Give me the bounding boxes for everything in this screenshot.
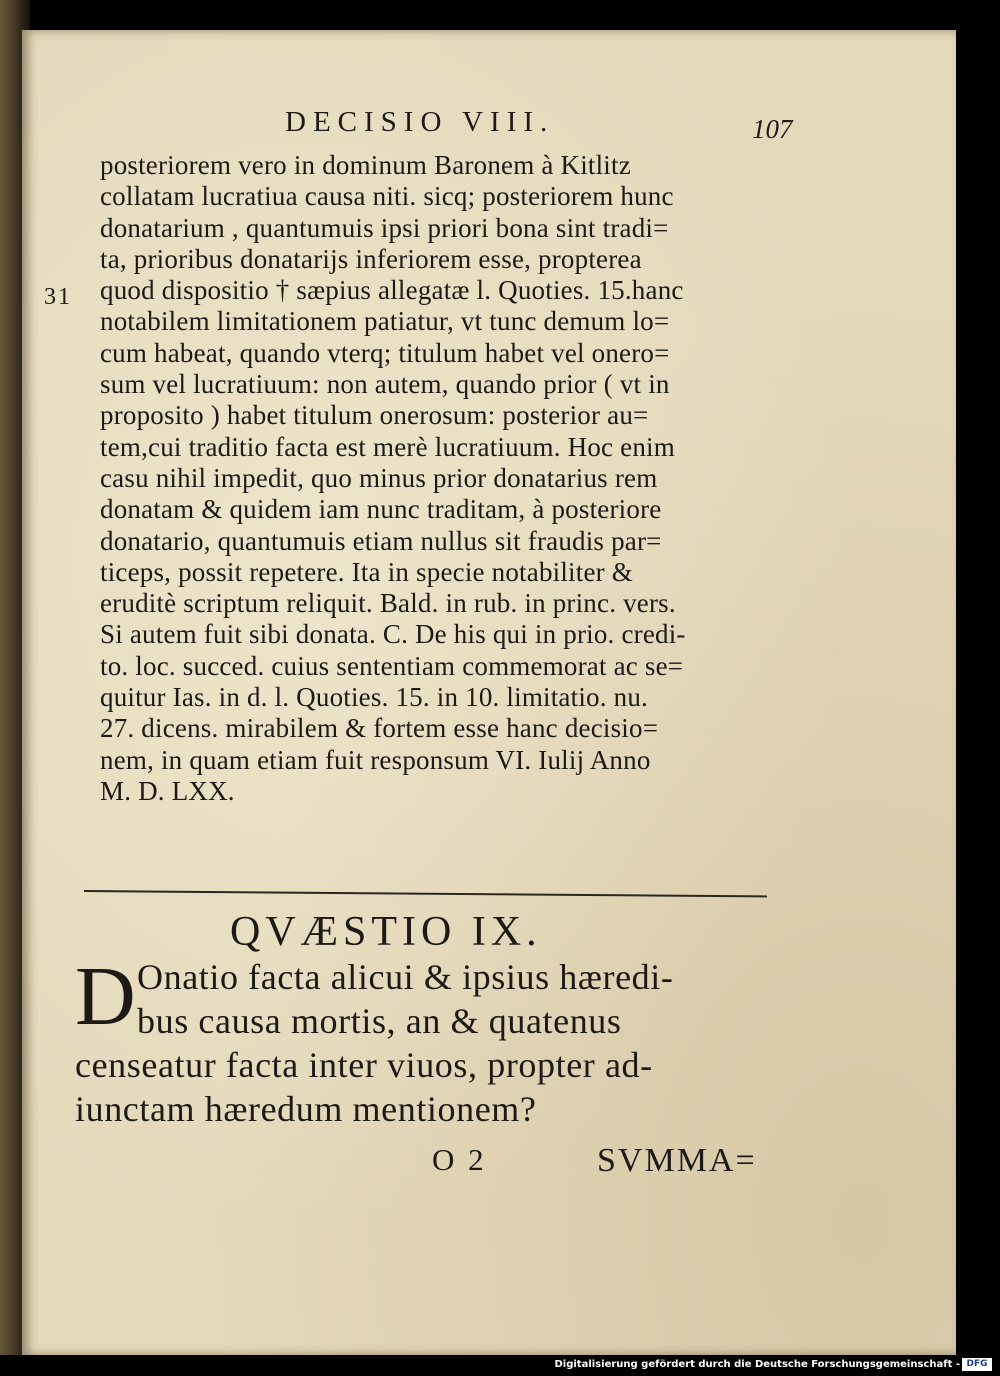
text-line: M. D. LXX. xyxy=(100,775,235,806)
text-line: ticeps, possit repetere. Ita in specie notabiliter & xyxy=(100,556,633,587)
text-line: sum vel lucratiuum: non autem, quando prior ( vt in xyxy=(100,369,670,400)
funding-credit: Digitalisierung gefördert durch die Deutsche Forschungsgemeinschaft - xyxy=(554,1359,960,1370)
body-text xyxy=(100,150,800,807)
text-line: tem,cui traditio facta est merè lucratiuum. Hoc enim xyxy=(100,431,675,462)
text-line: notabilem limitationem patiatur, vt tunc demum lo= xyxy=(100,306,670,337)
text-line: donatario, quantumuis etiam nullus sit fraudis par= xyxy=(100,525,662,556)
text-line: casu nihil impedit, quo minus prior donatarius rem xyxy=(100,462,658,493)
catchword: SVMMA= xyxy=(597,1142,757,1179)
text-line: donatam & quidem iam nunc traditam, à posteriore xyxy=(100,494,662,525)
text-line: Si autem fuit sibi donata. C. De his qui in prio. credi- xyxy=(100,619,686,650)
text-line: to. loc. succed. cuius sententiam commemorat ac se= xyxy=(100,650,684,681)
text-line: nem, in quam etiam fuit responsum VI. Iulij Anno xyxy=(100,744,651,775)
text-line: collatam lucratiua causa niti. sicq; posteriorem hunc xyxy=(100,181,674,212)
question-line: iunctam hæredum mentionem? xyxy=(75,1089,537,1129)
text-line: posteriorem vero in dominum Baronem à Kitlitz xyxy=(100,150,631,180)
question-text xyxy=(75,950,795,1131)
signature-mark: O 2 xyxy=(432,1142,487,1177)
text-line: proposito ) habet titulum onerosum: posterior au= xyxy=(100,400,649,431)
drop-cap: D xyxy=(75,950,136,1043)
question-heading: QVÆSTIO IX. xyxy=(230,909,542,955)
question-line: bus causa mortis, an & quatenus xyxy=(137,1001,622,1041)
text-line: eruditè scriptum reliquit. Bald. in rub. in princ. vers. xyxy=(100,588,676,619)
running-head: DECISIO VIII. xyxy=(285,106,555,138)
margin-note-number: 31 xyxy=(44,284,72,310)
question-line: Onatio facta alicui & ipsius hæredi- xyxy=(137,957,674,997)
text-line: donatarium , quantumuis ipsi priori bona sint tradi= xyxy=(100,212,669,243)
text-line: ta, prioribus donatarijs inferiorem esse, propterea xyxy=(100,243,642,274)
text-line: cum habeat, quando vterq; titulum habet vel onero= xyxy=(100,337,670,368)
page-number: 107 xyxy=(752,114,793,144)
dfg-logo: DFG xyxy=(962,1358,992,1371)
text-line: quitur Ias. in d. l. Quoties. 15. in 10. limitatio. nu. xyxy=(100,682,648,713)
text-line: quod dispositio † sæpius allegatæ l. Quoties. 15.hanc xyxy=(100,275,684,306)
question-line: censeatur facta inter viuos, propter ad- xyxy=(75,1045,653,1085)
text-line: 27. dicens. mirabilem & fortem esse hanc decisio= xyxy=(100,713,659,744)
